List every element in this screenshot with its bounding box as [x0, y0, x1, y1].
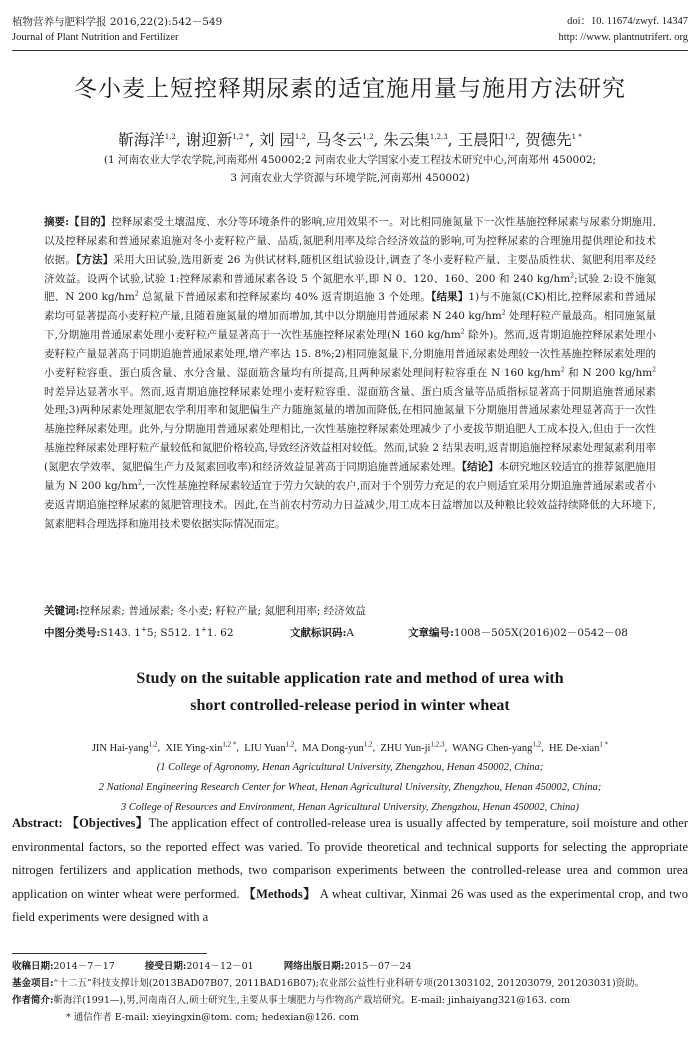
- author-en: JIN Hai-yang$^{1,2}$: [91, 740, 158, 754]
- abstract-cn: 摘要:【目的】控释尿素受土壤温度、水分等环境条件的影响,应用效果不一。对比相同施氮量下一次性基施控释尿素与尿素分期施用,以及控释尿素和普通尿素追施对冬小麦籽粒产量、品质,氮肥利用率及综合经济效益的影响,可为控释尿素的合理施用提供理论和技术依据。【方法】采用大田试验,选用新麦 26 为供试材料,随机区组试验设计,调查了冬小麦籽粒产量、主要品质性状、氮肥利用率及经济效益。设两个试验,试验 1:控释尿素和普通尿素各设 5 个氮肥水平,即 N 0、120、160、200 和 240 $kg/hm^2$;试验 2:设不施氮肥、N 200 $kg/hm^2$ 总氮量下普通尿素和控释尿素均 40% 返青期追施 3 个处理。【结果】1)与不施氮(CK)相比,控释尿素和普通尿素均可显著提高小麦籽粒产量,且随着施氮量的增加而增加,其中以分期施用普通尿素 N 240 $kg/hm^2$ 处理籽粒产量最高。相同施氮量下,分期施用普通尿素处理小麦籽粒产量显著高于一次性基施控释尿素处理(N 160 $kg/hm^2$ 除外)。然而,返青期追施控释尿素处理小麦籽粒产量显著高于同期追施普通尿素处理,增产率达 15. 8%;2)相同施氮量下,分期施用普通尿素处理较一次性基施控释尿素处理的小麦籽粒容重、蛋白质含量、水分含量、湿面筋含量均有所提高,且两种尿素处理间籽粒容重在 N 160 $kg/hm^2$ 和 N 200 $kg/hm^2$ 时差异达显著水平。然而,返青期追施控释尿素处理小麦籽粒容重、湿面筋含量、蛋白质含量等品质指标显著高于同期追施普通尿素处理;3)两种尿素处理氮肥农学利用率和氮肥偏生产力随施氮量的增加而降低,在相同施氮量下分期施用普通尿素处理显著高于一次性基施控释尿素处理。此外,与分期施用普通尿素处理相比,一次性基施控释尿素处理减少了小麦拔节期追肥人工成本投入,但由于一次性基施控释尿素处理籽粒产量较低和氮肥价格较高,导致经济效益相对较低。然而,试验 2 结果表明,返青期追施控释尿素处理氮素利用率(氮肥农学效率、氮肥偏生产力及氮素回收率)和经济效益显著高于同期追施普通尿素处理。【结论】本研究地区较适宜的推荐氮肥施用量为 N 200 $kg/hm^2$,一次性基施控释尿素较适宜于劳力欠缺的农户,而对于个别劳力充足的农户则适宜采用分期追施普通尿素或者小麦返青期追施控释尿素的氮肥管理技术。因此,在当前农村劳动力日益减少,用工成本日益增加以及种粮比较效益持续降低的大环境下,氮素肥料合理选择和施用技术要依据实际情况而定。: [44, 216, 657, 530]
- paper-title-en-line: Study on the suitable application rate and method of urea with: [136, 670, 564, 687]
- doi[interactable]: doi：10. 11674/zwyf. 14347: [567, 16, 688, 27]
- author-cn: 谢迎新$^{1,2 *}$: [185, 131, 250, 149]
- footnote-corresponding: * 通信作者 E-mail: xieyingxin@tom. com; hedexian@126. com: [66, 1012, 359, 1023]
- authors-cn: 靳海洋$^{1,2}$, 谢迎新$^{1,2 *}$, 刘 园$^{1,2}$, 马冬云$^{1,2}$, 朱云集$^{1,2,3}$, 王晨阳$^{1,2}$, 贺德先$^{1 *}$: [118, 131, 582, 149]
- keywords-cn: 关键词:控释尿素; 普通尿素; 冬小麦; 籽粒产量; 氮肥利用率; 经济效益: [44, 605, 366, 617]
- paper-title-cn: 冬小麦上短控释期尿素的适宜施用量与施用方法研究: [74, 76, 626, 102]
- footnote-author-bio: 作者简介:靳海洋(1991—),男,河南南召人,硕士研究生,主要从事土壤肥力与作物高产栽培研究。E-mail: jinhaiyang321@163. com: [12, 995, 570, 1006]
- author-cn: 王晨阳$^{1,2}$: [457, 131, 516, 149]
- affiliation-cn-line: (1 河南农业大学农学院,河南郑州 450002;2 河南农业大学国家小麦工程技术研究中心,河南郑州 450002;: [103, 154, 597, 166]
- abstract-en: Abstract: 【Objectives】The application effect of controlled-release urea is usually affected by temperature, soil moisture and other environmental factors, so the reported effect was varied. To provide theoretical and technical supports for selecting the appropriate nitrogen fertilizers and application methods, two comparison experiments between the controlled-release urea and common urea application on winter wheat were performed. 【Methods】 A wheat cultivar, Xinmai 26 was used as the experimental crop, and two field experiments were designed with a: [12, 816, 689, 924]
- author-en: WANG Chen-yang$^{1,2}$: [452, 740, 542, 754]
- journal-url[interactable]: http: //www. plantnutrifert. org: [558, 32, 688, 43]
- footnote-funding: 基金项目:“十二五”科技支撑计划(2013BAD07B07, 2011BAD16B07);农业部公益性行业科研专项(201303102, 201203079, 201203031)资助。: [12, 978, 645, 989]
- author-cn: 马冬云$^{1,2}$: [315, 131, 374, 149]
- affiliation-en-line: (1 College of Agronomy, Henan Agricultural University, Zhengzhou, Henan 450002, China;: [156, 762, 544, 773]
- author-en: MA Dong-yun$^{1,2}$: [302, 740, 373, 754]
- author-en: XIE Ying-xin$^{1,2 *}$: [165, 740, 237, 754]
- author-cn: 靳海洋$^{1,2}$: [118, 131, 176, 149]
- journal-name-cn: 植物营养与肥料学报 2016,22(2):542－549: [12, 16, 223, 28]
- author-en: LIU Yuan$^{1,2}$: [244, 740, 295, 754]
- author-cn: 刘 园$^{1,2}$: [258, 131, 307, 149]
- paper-title-en-line: short controlled-release period in winter wheat: [190, 697, 510, 714]
- author-cn: 贺德先$^{1 *}$: [525, 131, 582, 149]
- footnote-rule: [12, 953, 207, 954]
- header-rule: [12, 50, 688, 51]
- author-en: HE De-xian$^{1 *}$: [548, 740, 609, 754]
- affiliation-en-line: 3 College of Resources and Environment, Henan Agricultural University, Zhengzhou, Henan 450002, China): [120, 802, 580, 813]
- affiliation-en-line: 2 National Engineering Research Center for Wheat, Henan Agricultural University, Zhengzhou, Henan 450002, China;: [98, 782, 602, 793]
- author-cn: 朱云集$^{1,2,3}$: [383, 131, 448, 149]
- footnote-dates: 收稿日期:2014－7－17 接受日期:2014－12－01 网络出版日期:2015－07－24: [12, 961, 412, 972]
- journal-name-en: Journal of Plant Nutrition and Fertilizer: [12, 32, 179, 43]
- author-en: ZHU Yun-ji$^{1,2,3}$: [380, 740, 445, 754]
- classification-cn: 中图分类号:S143. 1+5; S512. 1+1. 62 文献标识码:A 文章编号:1008－505X(2016)02－0542－08: [44, 625, 628, 639]
- affiliation-cn-line: 3 河南农业大学资源与环境学院,河南郑州 450002): [230, 172, 470, 184]
- authors-en: JIN Hai-yang$^{1,2}$, XIE Ying-xin$^{1,2 *}$, LIU Yuan$^{1,2}$, MA Dong-yun$^{1,2}$, ZHU Yun-ji$^{1,2,3}$, WANG Chen-yang$^{1,2}$, HE De-xian$^{1 *}$: [91, 740, 609, 754]
